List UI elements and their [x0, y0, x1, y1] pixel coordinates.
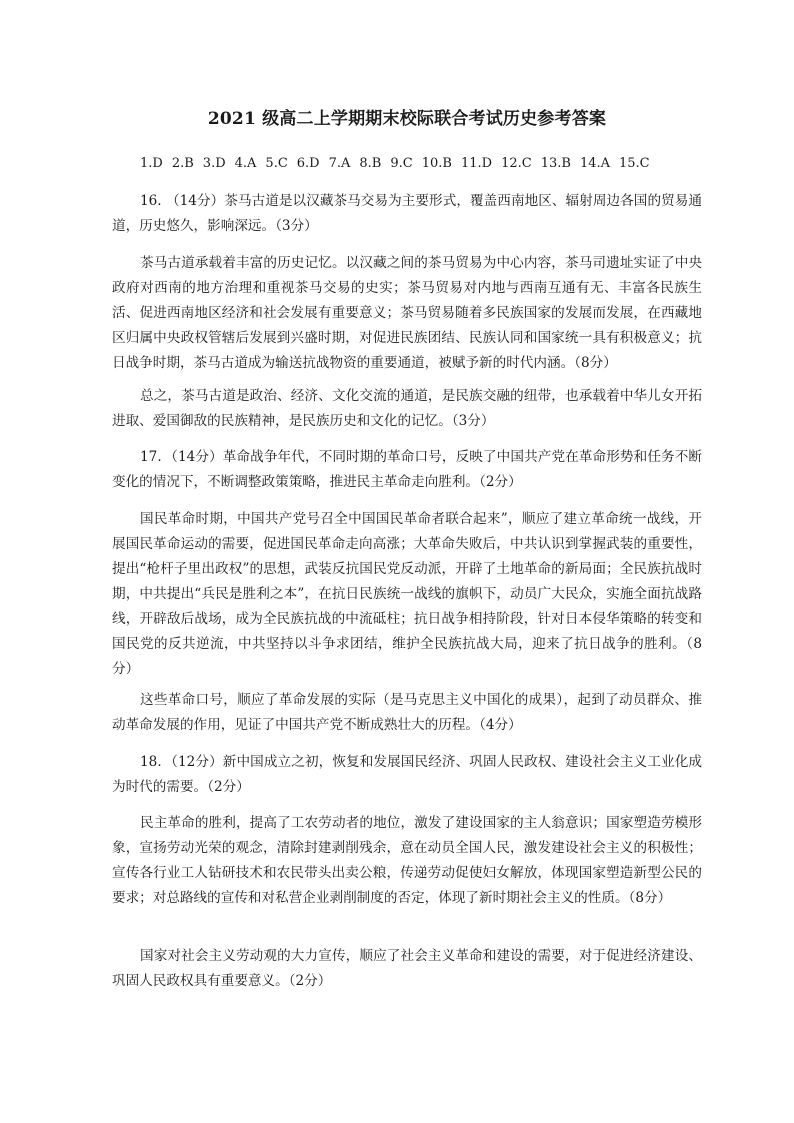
q18-summary: 国家对社会主义劳动观的大力宣传，顺应了社会主义革命和建设的需要，对于促进经济建设、巩固人民政权具有重要意义。（2分） — [112, 948, 702, 989]
answer-item: 13.B — [540, 156, 571, 171]
answer-item: 2.B — [171, 156, 194, 171]
q16-intro: 16. （14分）茶马古道是以汉藏茶马交易为主要形式，覆盖西南地区、辐射周边各国的贸易通道，历史悠久，影响深远。（3分） — [112, 193, 702, 234]
answer-item: 8.B — [359, 156, 382, 171]
q16-body: 茶马古道承载着丰富的历史记忆。以汉藏之间的茶马贸易为中心内容，茶马司遗址实证了中央政府对西南的地方治理和重视茶马交易的史实；茶马贸易对内地与西南互通有无、丰富各民族生活、促进西南地区经济和社会发展有重要意义；茶马贸易随着多民族国家的发展而发展，在西藏地区归属中央政权管辖后发展到兴盛时期，对促进民族团结、民族认同和国家统一具有积极意义；抗日战争时期，茶马古道成为输送抗战物资的重要通道，被赋予新的时代内涵。（8分） — [112, 255, 702, 371]
answer-item: 7.A — [328, 156, 351, 171]
answer-item: 10.B — [421, 156, 452, 171]
page-title: 2021 级高二上学期期末校际联合考试历史参考答案 — [207, 109, 607, 129]
answer-item: 15.C — [619, 156, 650, 171]
answer-item: 14.A — [579, 156, 610, 171]
q18-intro: 18．（12分）新中国成立之初，恢复和发展国民经济、巩固人民政权、建设社会主义工业化成为时代的需要。（2分） — [112, 754, 702, 795]
q16-summary: 总之，茶马古道是政治、经济、文化交流的通道，是民族交融的纽带，也承载着中华儿女开拓进取、爱国御敌的民族精神，是民族历史和文化的记忆。（3分） — [112, 388, 702, 429]
q17-summary: 这些革命口号，顺应了革命发展的实际（是马克思主义中国化的成果），起到了动员群众、推动革命发展的作用，见证了中国共产党不断成熟壮大的历程。（4分） — [112, 692, 702, 733]
answer-item: 1.D — [140, 156, 163, 171]
answer-item: 5.C — [265, 156, 288, 171]
multiple-choice-answers — [140, 156, 659, 171]
answer-item: 11.D — [460, 156, 493, 171]
answer-item: 4.A — [234, 156, 257, 171]
q17-intro: 17．（14分）革命战争年代，不同时期的革命口号，反映了中国共产党在革命形势和任务不断变化的情况下，不断调整政策策略，推进民主革命走向胜利。（2分） — [112, 449, 702, 490]
answer-item: 6.D — [296, 156, 320, 171]
answer-item: 9.C — [390, 156, 413, 171]
answer-item: 12.C — [501, 156, 532, 171]
q17-body: 国民革命时期，中国共产党号召全中国国民革命者联合起来”，顺应了建立革命统一战线，开展国民革命运动的需要，促进国民革命走向高涨；大革命失败后，中共认识到掌握武装的重要性，提出“枪杆子里出政权”的思想，武装反抗国民党反动派，开辟了土地革命的新局面；全民族抗战时期，中共提出“兵民是胜利之本”，在抗日民族统一战线的旗帜下，动员广大民众，实施全面抗战路线，开辟敌后战场，成为全民族抗战的中流砥柱；抗日战争相持阶段，针对日本侵华策略的转变和国民党的反共逆流，中共坚持以斗争求团结，维护全民族抗战大局，迎来了抗日战争的胜利。（8分） — [112, 511, 702, 677]
q18-body: 民主革命的胜利，提高了工农劳动者的地位，激发了建设国家的主人翁意识；国家塑造劳模形象，宣扬劳动光荣的观念，清除封建剥削残余，意在动员全国人民，激发建设社会主义的积极性；宣传各行业工人钻研技术和农民带头出卖公粮，传递劳动促使妇女解放，体现国家塑造新型公民的要求；对总路线的宣传和对私营企业剥削制度的否定，体现了新时期社会主义的性质。（8分） — [112, 815, 702, 906]
answer-item: 3.D — [202, 156, 226, 171]
